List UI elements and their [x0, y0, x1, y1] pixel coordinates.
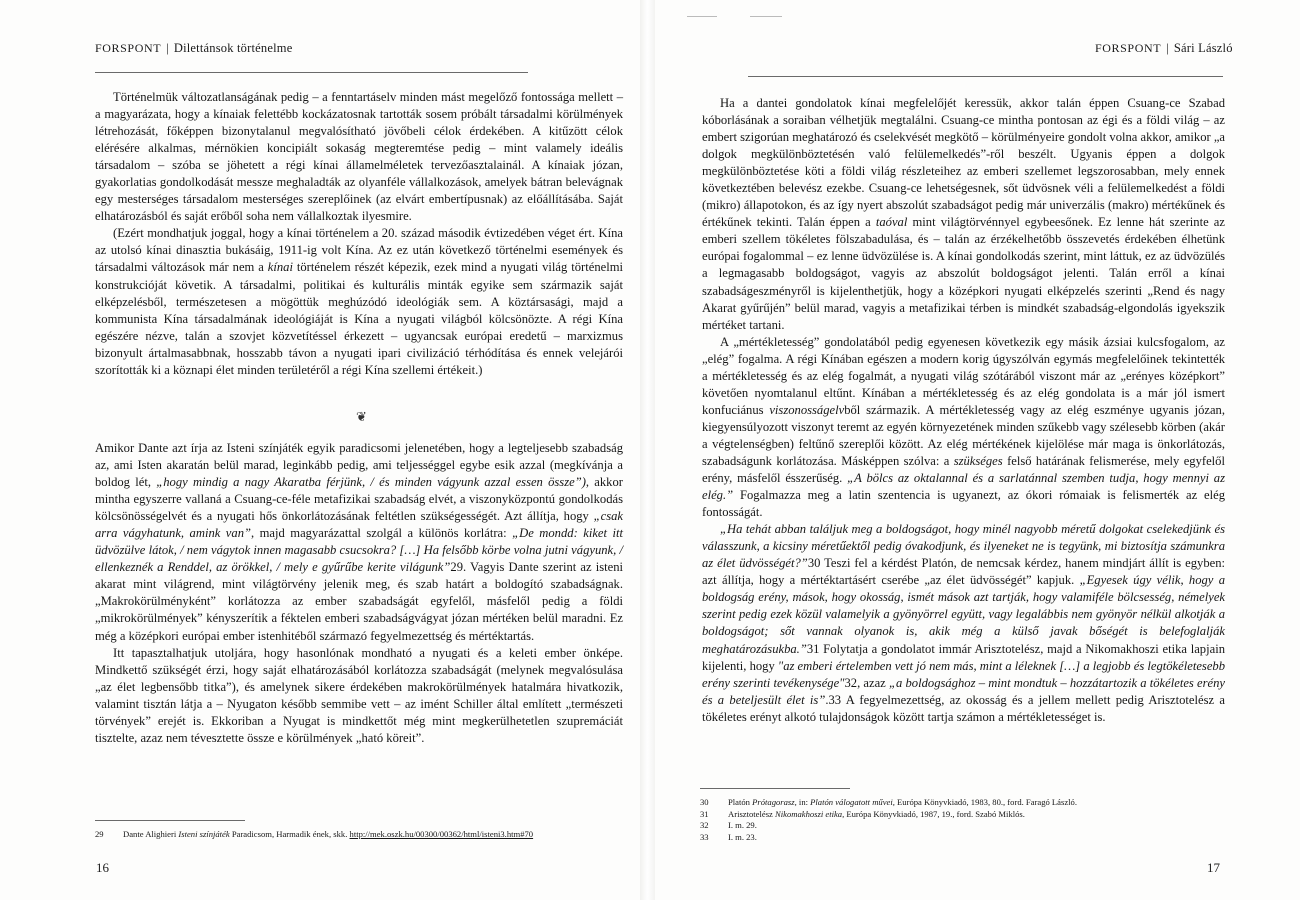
body-text-right [702, 95, 1225, 726]
footnote-title: Prótagorasz, [752, 797, 797, 807]
header-rule [95, 72, 528, 73]
text-run: Amikor Dante azt írja az Isteni színjáték egyik paradicsomi jelenetében, hogy a legteljesebb szabadság az, ami Isten akaratán belül marad, leginkább pedig, ami teljességgel egybe esik azzal (megkívánja a boldog lét, [95, 441, 623, 490]
footnote-rule [700, 788, 850, 789]
italic-quote: „csak arra vágyhatunk, amink van” [95, 509, 623, 541]
footnote-number: 31 [700, 808, 709, 819]
text-run: , akkor mintha egyszerre vallaná a Csuang-ce-féle metafizikai szabadság elvét, a viszonyközpontú gondolkodás kölcsönösségelvét és a nyugati hős önkorlátozásának feltétlen szükségességét. Azt állítja, hogy [95, 475, 623, 524]
text-run: .33 A fegyelmezettség, az okosság és a jellem mellett pedig Arisztotelész a tökéletes erényt alkotó tulajdonságok között tartja számon a mértékletességet is. [702, 692, 1225, 724]
section-title: Dilettánsok történelme [173, 41, 293, 55]
footnote-citation: Európa Könyvkiadó, 1983, 80., ford. Faragó László. [894, 797, 1077, 807]
footnote [700, 809, 1223, 821]
book-gutter [640, 0, 655, 900]
footnote-author: Dante Alighieri [123, 829, 179, 839]
footnote [95, 829, 623, 841]
text-run: felső határának felismerése, mely egyfelől erény, másfelől ésszerűség. [702, 453, 1225, 486]
footnote-text [728, 797, 1223, 809]
footnote-author: Platón [728, 797, 753, 807]
page-number-right: 17 [1207, 860, 1220, 875]
italic-quote: „a boldogsághoz – mint mondtuk – hozzátartozik a tökéletes erény és a beteljesült élet is” [702, 675, 1225, 707]
text-run: 29. Vagyis Dante szerint az isteni akarat mint világrend, mint világtörvény jelenik meg, és szab határt a boldogító szabadságnak. „Makrokörülményként” korlátozza az ember szabadságát egyfelől, másfelől pedig a földi „mikrokörülmények” kényszerítik a féktelen emberi szabadságvágyat józan mértéken belül maradni. Ez még a középkori európai ember istenhitéből származó fegyelmezettség és mértéktartás. [95, 560, 623, 643]
italic-quote: kínai [267, 260, 293, 275]
body-text-section-1 [95, 89, 623, 379]
footnote-title: Platón válogatott művei, [810, 797, 895, 807]
footnote [700, 820, 1223, 832]
paragraph [95, 89, 623, 225]
footnote-rule [95, 820, 245, 821]
footnote-text [123, 829, 623, 841]
italic-quote: „Egyesek úgy vélik, hogy a boldogság erény, mások, hogy okosság, ismét mások azt tartják, hogy valamiféle bölcsesség, némelyek szerint pedig ezek közül valamelyik a gyönyörrel együtt, vagy legalábbis nem gyönyör nélkül alkotják a boldogságot; sőt vannak olyanok is, akik még a külső javak bőségét is belefoglalják meghatározásukba.” [702, 573, 1225, 656]
italic-quote: szükséges [953, 453, 1003, 468]
footnote-connector: in: [796, 797, 811, 807]
footnote-citation: Európa Könyvkiadó, 1987, 19., ford. Szabó Miklós. [844, 808, 1025, 819]
running-head-right [1095, 41, 1233, 56]
header-separator: | [1166, 41, 1169, 55]
paragraph [95, 645, 623, 747]
italic-quote: „A bölcs az oktalannal és a sarlatánnal szemben tudja, hogy mennyi az elég.” [702, 471, 1226, 503]
italic-quote: „hogy mindig a nagy Akaratba férjünk, / és minden vágyunk azzal essen össze”) [156, 475, 586, 490]
text-run: mint világtörvénnyel egybeesőnek. Ez lenne hát szerinte az emberi szellem tökéletes fölszabadulása, és – talán az érzékelhetőbb összevetés érdekében élhetünk európai fogalommal – ez lenne üdvözülése is. A kínai gondolkodás szerint, mint láttuk, ez az üdvözülés a legmagasabb boldogságot, vagyis az abszolút boldogságot jelenti. Talán erről a kínai szabadságeszményről is kijelenthetjük, hogy a középkori nyugati elképzelés szerinti „Rend és nagy Akarat gyűrűjén” belül marad, vagyis a metafizikai térben is mindkét szabadság-elgondolás igyekszik mértéket tartani. [702, 215, 1225, 332]
text-run: 30 Teszi fel a kérdést Platón, de nemcsak kérdez, hanem mindjárt állít is egyben: azt állítja, hogy a mértéktartásért cserébe „az élet üdvösségét” kapjuk. [702, 556, 1225, 588]
text-run: Történelmük változatlanságának pedig – a fenntartáselv minden mást megelőző fontossága mellett – a magyarázata, hogy a kínaiak felettébb kockázatosnak tartották sosem próbált társadalmi körülmények létrehozását, főképpen bizonytalanul megvalósítható jövőbeli célok érdekében. A kitűzött célok elérésére alkalmas, mérnökien koncipiált sokaság megteremtése pedig – mint valamely ideális társadalom – szóba se jöhetett a régi kínai államelméletek tervezőasztalainál. A kínaiak józan, gyakorlatias gondolkodását messze meghaladták az olyanféle vállalkozások, amelyek bátran belevágnak egy mesterséges társadalom mesterséges szereplőinek (az elvárt embertípusnak) az előállításába. Saját elhatározásból és saját erőből soha nem vállalkoztak ilyesmire. [95, 90, 623, 224]
italic-quote: "az emberi értelemben vett jó nem más, mint a léleknek […] a legjobb és legtökéletesebb erény szerinti tevékenysége" [702, 658, 1225, 690]
magazine-title: FORSPONT [95, 41, 162, 55]
scan-mark [687, 16, 717, 17]
paragraph [95, 225, 623, 378]
left-page [0, 0, 640, 900]
footnote-number: 29 [95, 829, 104, 839]
italic-quote: viszonosságelv [769, 402, 845, 417]
header-rule [748, 76, 1223, 77]
text-run: történelem részét képezik, ezek mind a nyugati világ történelmi konstrukcióját követik. A társadalmi, politikai és kulturális minták egyike sem származik saját elképzelésből, természetesen a mögöttük meghúzódó ideológiák sem. A köztársasági, majd a kommunista Kína társadalmának ideológiáját is Kína a nyugati világból kölcsönözte. A régi Kína egészére nézve, talán a szovjet közvetítéssel érkezett – ugyancsak európai eredetű – marxizmus bizonyult ártalmasabbnak, hosszabb távon a nyugati ipari civilizáció térhódítása és ennek velejárói szorították ki a köznapi élet minden területéről a régi Kína szellemi értékeit.) [95, 260, 623, 377]
text-run: Ha a dantei gondolatok kínai megfelelőjét keressük, akkor talán éppen Csuang-ce Szabad kóborlásának a soraiban vélhetjük megtalálni. Csuang-ce mintha pontosan az égi és a földi világ – az embert szigorúan meghatározó és cselekvését megkötő – körülményeire gondolt volna akkor, amikor „a dolgok megkülönböztetésén való felülemelkedés”-ről beszélt. Ugyanis éppen a dolgok megkülönböztetése köti a földi világ részleteihez az emberi szellemet legszorosabban, mely ennek következtében belevész ezekbe. Csuang-ce lehetségesnek, sőt üdvösnek véli a felülemelkedést a földi (mikro) állapotokon, és az így nyert abszolút szabadságot pedig már univerzális (makro) mértékűnek és értékűnek tekinti. Talán éppen a [702, 96, 1226, 230]
footnote-citation: Paradicsom, Harmadik ének, skk. [229, 829, 350, 839]
text-run: , majd magyarázattal szolgál a különös korlátra: [251, 526, 513, 541]
scan-mark [750, 16, 782, 17]
text-run: 31 Folytatja a gondolatot immár Arisztotelész, majd a Nikomakhoszi etika lapjain kijelenti, hogy [702, 641, 1225, 673]
italic-quote: „De mondd: kiket itt üdvözülve látok, / nem vágytok innen magasabb csucsokra? […] Ha felsőbb körbe volna jutni vágyunk, / ellenkeznék a Renddel, az örökkel, / mely e gyűrűbe kerite világunk” [95, 526, 623, 575]
section-title: Sári László [1173, 41, 1233, 55]
italic-quote: taóval [875, 215, 908, 230]
text-run: 32, azaz [844, 675, 889, 690]
text-run: ből származik. A mértékletesség vagy az elég eszménye ugyanis józan, kiegyensúlyozott viszonyt teremt az egyén környezetének minden szűkebb vagy szélesebb körben (akár a végtelenségben) feltűnő szereplői között. Az elég mértékének kijelölése már maga is önkorlátozás, szabadságunk korlátozása. Másképpen szólva: a [702, 402, 1225, 468]
footnote-text [728, 820, 1223, 832]
italic-quote: „Ha tehát abban találjuk meg a boldogságot, hogy minél nagyobb méretű dolgokat cselekedjünk és válasszunk, a kicsiny méretűektől pedig óvakodjunk, és ilyeneket ne is tegyünk, mi biztosítja számunkra az élet üdvösségét?” [702, 522, 1225, 571]
running-head-left [95, 41, 292, 56]
footnote [700, 832, 1223, 844]
body-text-section-2 [95, 440, 623, 747]
footnote [700, 797, 1223, 809]
page-number-left: 16 [96, 860, 109, 875]
footnote-link[interactable]: http://mek.oszk.hu/00300/00362/html/isteni3.htm#70 [349, 829, 534, 839]
text-run: Fogalmazza meg a latin szentencia is ugyanezt, az ókori rómaiak is felismerték az elég fontosságát. [702, 488, 1225, 520]
footnotes-right [700, 797, 1223, 843]
magazine-title: FORSPONT [1095, 41, 1162, 55]
footnote-number: 33 [700, 831, 709, 842]
paragraph [702, 521, 1225, 726]
footnote-title: Isteni színjáték [178, 829, 230, 839]
header-separator: | [166, 41, 169, 55]
footnote-author: I. m. 23. [728, 831, 757, 842]
footnote-author: Arisztotelész [728, 808, 776, 819]
paragraph [95, 440, 623, 645]
footnote-number: 30 [700, 797, 709, 807]
footnote-text [728, 832, 1223, 844]
footnote-text [728, 809, 1223, 821]
footnote-number: 32 [700, 820, 709, 831]
text-run: (Ezért mondhatjuk joggal, hogy a kínai történelem a 20. század második évtizedében véget ért. Kína az utolsó kínai dinasztia bukásáig, 1911-ig volt Kína. Az ez után következő történelmi események és társadalmi változások már nem a [95, 226, 623, 275]
footnotes-left [95, 829, 623, 841]
section-ornament: ❦ [356, 409, 367, 424]
footnote-title: Nikomakhoszi etika, [775, 808, 845, 819]
paragraph [702, 334, 1225, 522]
text-run: A „mértékletesség” gondolatából pedig egyenesen következik egy másik ázsiai kulcsfogalom, az „elég” fogalma. A régi Kínában egészen a modern korig úgyszólván egymás megfelelőinek tekintették a mértékletesség és az elég fogalmát, a nyugati világ szótárából viszont már az „erényes középkort” követően nyomtalanul eltűnt. Kínában a mértékletesség és az elég gondolata is a már jól ismert konfuciánus [702, 334, 1225, 417]
text-run: Itt tapasztalhatjuk utoljára, hogy hasonlónak mondható a nyugati és a keleti ember önképe. Mindkettő szükségét érzi, hogy saját elhatározásából korlátozza szabadságát (melynek megvalósulása „az élet legbensőbb titka”), és amelynek sikere érdekében makrokörülmények hatalmára hivatkozik, valamint tisztán látja a – Nyugaton később semmibe vett – az imént Schiller által említett „természeti törvények” erejét is. Ekkoriban a Nyugat is mindkettőt még mint megkerülhetetlen szupremáciát tisztelte, azaz nem tévesztette össze e körülmények „ható köreit”. [95, 645, 623, 745]
right-page [655, 0, 1300, 900]
paragraph [702, 95, 1225, 334]
footnote-author: I. m. 29. [728, 820, 757, 831]
